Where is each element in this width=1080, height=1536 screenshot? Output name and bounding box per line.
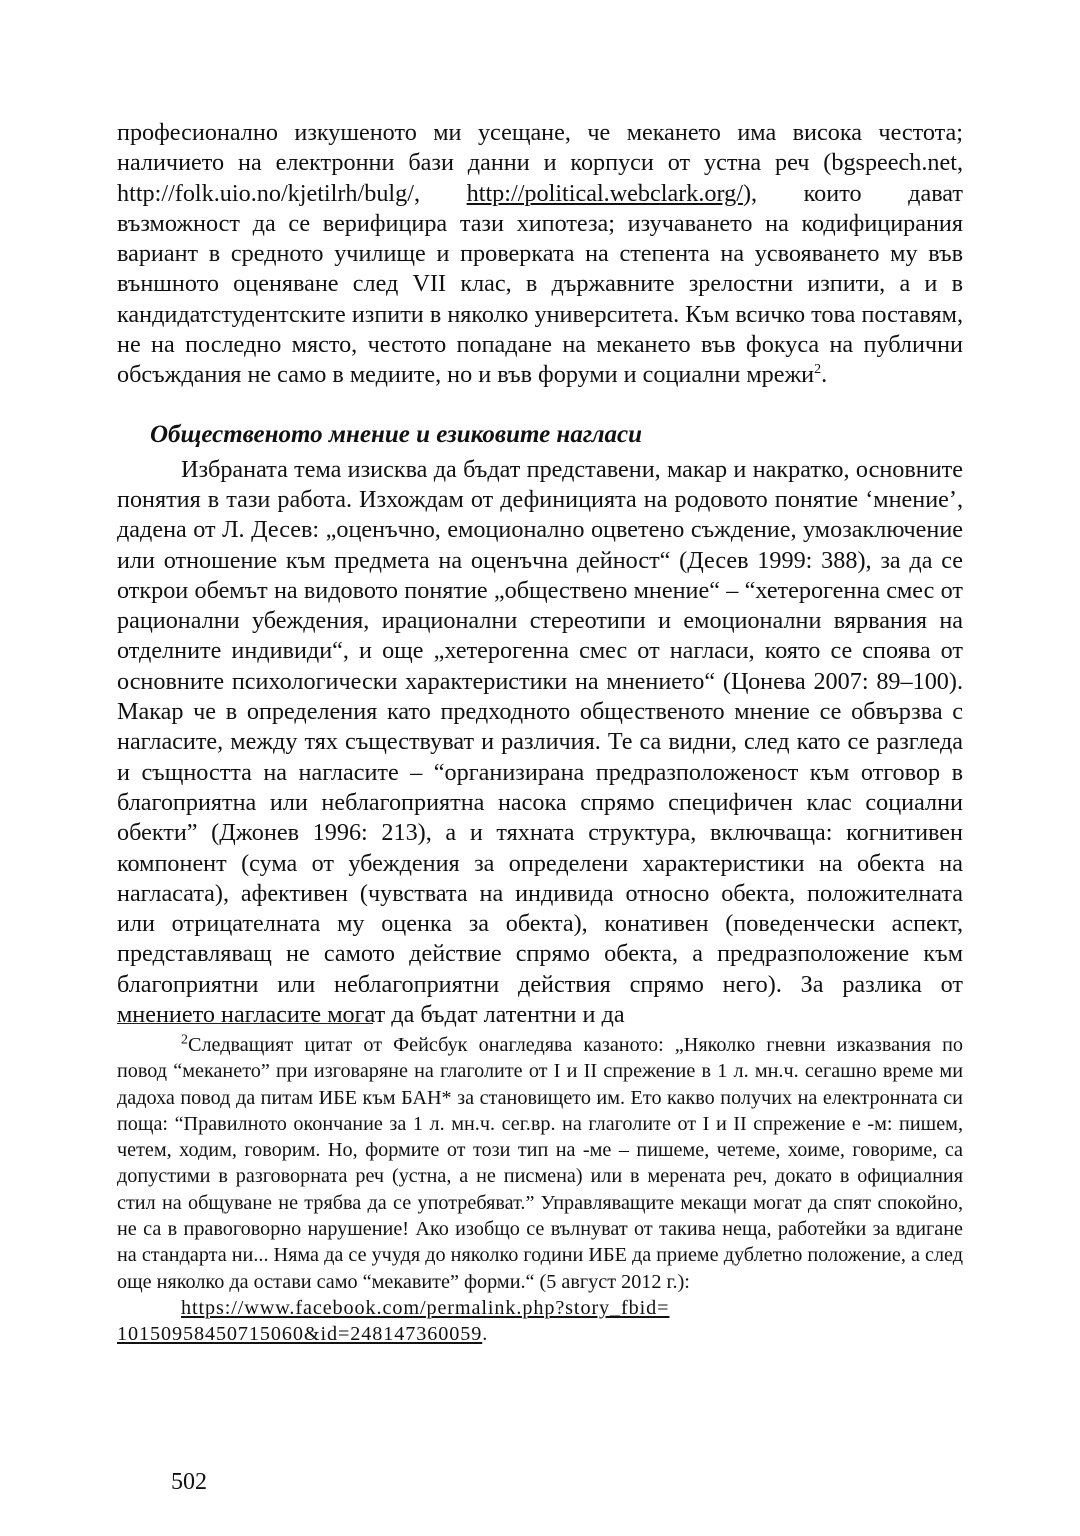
facebook-permalink-link[interactable]: https://www.facebook.com/permalink.php?story_fbid= 10150958450715060&id=248147360059: [117, 1296, 670, 1346]
footnote-url-end: .: [482, 1323, 489, 1346]
footnote-text: Следващият цитат от Фейсбук онагледява казаното: „Няколко гневни изказвания по повод “мекането” при изговаряне на глаголите от I и II спрежение в 1 л. мн.ч. сегашно време ми дадоха повод да питам ИБЕ към БАН* за становището им. Ето какво получих на електронната си поща: “Правилното окончание за 1 л. мн.ч. сег.вр. на глаголите от I и II спрежение е -м: пишем, четем, ходим, говорим. Но, формите от този тип на -ме – пишеме, четеме, хоиме, говориме, са допустими в разговорната реч (устна, а не писмена) или в мерената реч, докато в официалния стил на общуване не трябва да се употребяват.” Управляващите мекащи могат да спят спокойно, не са в правоговорно нарушение! Ако изобщо се вълнуват от такива неща, работейки за вдигане на стандарта ни... Няма да се учудя до няколко години ИБЕ да приеме дублетно положение, а след още няколко да остави само “мекавите” форми.“ (5 август 2012 г.):: [117, 1034, 963, 1293]
footnote-block: [117, 1032, 963, 1348]
paragraph-1-end: .: [821, 361, 828, 389]
paragraph-1: [117, 118, 963, 391]
section-heading: Общественото мнение и езиковите нагласи: [150, 420, 643, 448]
footnote-mark: 2: [181, 1032, 188, 1048]
paragraph-2: Избраната тема изисква да бъдат представени, макар и накратко, основните понятия в тази работа. Изхождам от дефиницията на родовото понятие ‘мнение’, дадена от Л. Десев: „оценъчно, емоционално оцветено съждение, умозаключение или отношение към предмета на оценъчна дейност“ (Десев 1999: 388), за да се открои обемът на видовото понятие „обществено мнение“ – “хетерогенна смес от рационални убеждения, ирационални стереотипи и емоционални вярвания на отделните индивиди“, и още „хетерогенна смес от нагласи, която се споява от основните психологически характеристики на мнението“ (Цонева 2007: 89–100). Макар че в определения като предходното общественото мнение се обвързва с нагласите, между тях съществуват и различия. Те са видни, след като се разгледа и същността на нагласите – “организирана предразположеност към отговор в благоприятна или неблагоприятна насока спрямо специфичен клас социални обекти” (Джонев 1996: 213), а и тяхната структура, включваща: когнитивен компонент (сума от убеждения за определени характеристики на обекта на нагласата), афективен (чувствата на индивида относно обекта, положителната или отрицателната му оценка за обекта), конативен (поведенчески аспект, представляващ не самото действие спрямо обекта, а предразположение към благоприятни или неблагоприятни действия спрямо него). За разлика от мнението нагласите могат да бъдат латентни и да: [117, 455, 963, 1029]
page-number: 502: [171, 1469, 207, 1495]
footnote-2: [117, 1032, 963, 1295]
footnote-url-line: [117, 1295, 963, 1348]
paragraph-1-text-b: ), които дават възможност да се верифицира тази хипотеза; изучаването на кодифицирания вариант в средното училище и проверката на степента на усвояването му във външното оценяване след VII клас, в държавните зрелостни изпити, а и в кандидатстудентските изпити в няколко университета. Към всичко това поставям, не на последно място, честото попадане на мекането във фокуса на публични обсъждания не само в медиите, но и във форуми и социални мрежи: [117, 179, 963, 389]
footnote-reference-2[interactable]: 2: [814, 362, 822, 378]
political-webclark-link[interactable]: http://political.webclark.org/: [466, 179, 743, 207]
main-text: [117, 118, 963, 1030]
paragraph-1-text-a: професионално изкушеното ми усещане, че мекането има висока честота; наличието на електронни бази данни и корпуси от устна реч (bgspeech.net, http://folk.uio.no/kjetilrh/bulg/,: [117, 119, 963, 207]
footnote-divider: [117, 1023, 373, 1024]
